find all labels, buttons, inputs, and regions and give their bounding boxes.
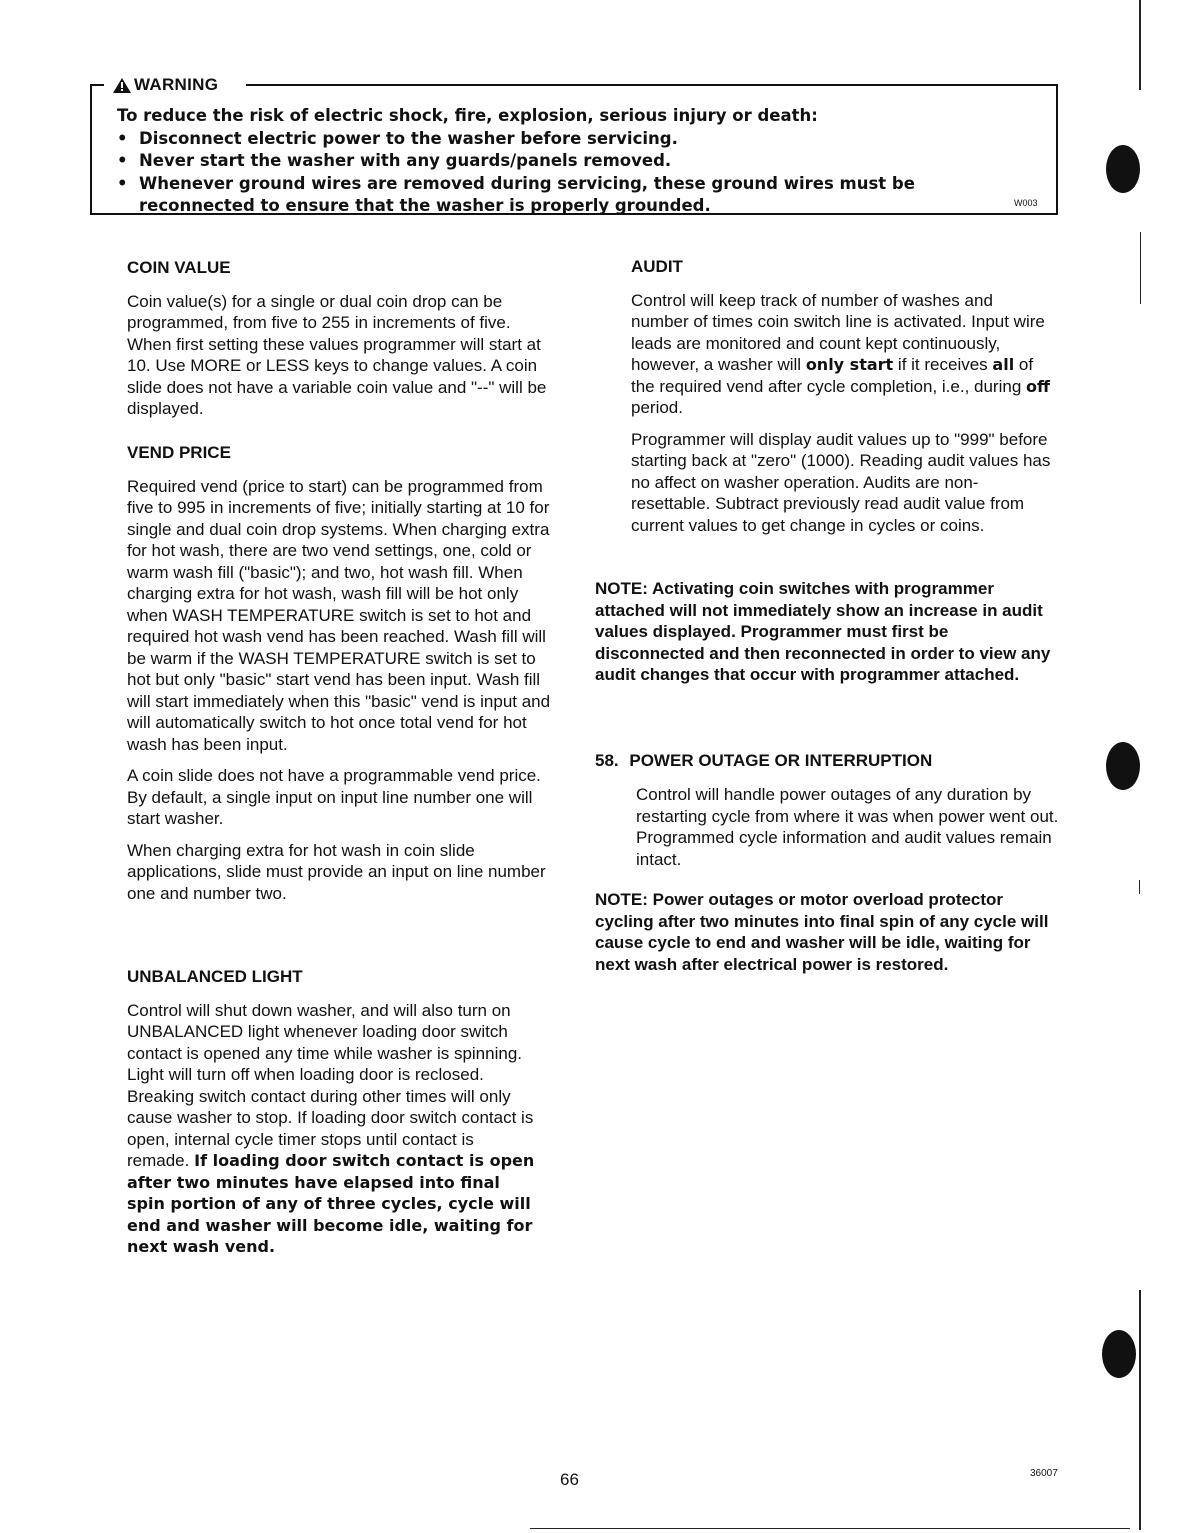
audit-heading: AUDIT — [631, 257, 683, 276]
scan-edge-mark — [1139, 880, 1140, 894]
vend-price-p2: A coin slide does not have a programmable vend price. By default, a single input on input line number one will start washer. — [127, 766, 541, 828]
power-outage-text: Control will handle power outages of any duration by restarting cycle from where it was when power went out. Programmed cycle information and audit values remain intact. — [636, 785, 1059, 869]
audit-p1: Control will keep track of number of washes and number of times coin switch line is activated. Input wire leads are monitored and count kept continuously, however, a washer will only start if it receives all of the required vend after cycle completion, i.e., during off period. — [631, 290, 1050, 417]
warning-intro: To reduce the risk of electric shock, fire, explosion, serious injury or death: — [117, 106, 818, 125]
document-code: 36007 — [1030, 1468, 1058, 1479]
warning-title-text: WARNING — [134, 75, 219, 94]
warning-triangle-icon — [113, 78, 131, 93]
binder-hole-middle — [1106, 742, 1140, 790]
audit-section — [631, 256, 1051, 536]
vend-price-p3: When charging extra for hot wash in coin slide applications, slide must provide an input on line number one and number two. — [127, 840, 546, 903]
warning-title — [113, 75, 218, 95]
audit-p2: Programmer will display audit values up to "999" before starting back at "zero" (1000). Reading audit values has no affect on washer operation. Audits are non-resettable. Subtract previously read audit value from current values to get change in cycles or coins. — [631, 429, 1051, 535]
vend-price-heading: VEND PRICE — [127, 443, 231, 462]
scan-bottom-line — [530, 1528, 1130, 1529]
page-number: 66 — [560, 1470, 579, 1489]
unbalanced-light-heading: UNBALANCED LIGHT — [127, 967, 303, 986]
scan-edge-line-top — [1139, 0, 1141, 90]
coin-value-heading: COIN VALUE — [127, 258, 231, 277]
unbalanced-light-bold: If loading door switch contact is open after two minutes have elapsed into final spin portion of any of three cycles, cycle will end and washer will become idle, waiting for next wash vend. — [127, 1151, 535, 1256]
binder-hole-top — [1106, 145, 1140, 193]
power-outage-number: 58. — [595, 751, 619, 770]
unbalanced-light-section — [127, 966, 537, 1258]
vend-price-section — [127, 442, 557, 904]
warning-bullet-1: • Disconnect electric power to the washer before servicing. — [117, 128, 678, 148]
audit-note: NOTE: Activating coin switches with programmer attached will not immediately show an increase in audit values displayed. Programmer must first be disconnected and then reconnected in order to view any audit changes that occur with programmer attached. — [595, 579, 1051, 684]
warning-text — [117, 105, 1047, 218]
power-outage-title: POWER OUTAGE OR INTERRUPTION — [629, 751, 933, 770]
warning-border-right — [246, 84, 1058, 86]
scan-edge-line-bottom — [1139, 1290, 1141, 1530]
coin-value-section — [127, 257, 557, 420]
warning-code: W003 — [1014, 198, 1038, 208]
scan-edge-line-2 — [1140, 232, 1141, 304]
unbalanced-light-text: Control will shut down washer, and will also turn on UNBALANCED light whenever loading door switch contact is opened any time while washer is spinning. Light will turn off when loading door is reclosed. Breaking switch contact during other times will only cause washer to stop. If loading door switch contact is open, internal cycle timer stops until contact is remade. If loading door switch contact is open after two minutes have elapsed into final spin portion of any of three cycles, cycle will end and washer will become idle, waiting for next wash vend. — [127, 1000, 535, 1256]
vend-price-p1: Required vend (price to start) can be programmed from five to 995 in increments of five; initially starting at 10 for single and dual coin drop systems. When charging extra for hot wash, there are two vend settings, one, cold or warm wash fill ("basic"); and two, hot wash fill. When charging extra for hot wash, wash fill will be hot only when WASH TEMPERATURE switch is set to hot and required hot wash vend has been reached. Wash fill will be warm if the WASH TEMPERATURE switch is set to hot but only "basic" start vend has been input. Wash fill will start immediately when this "basic" vend is input and will automatically switch to hot once total vend for hot wash has been input. — [127, 476, 551, 754]
power-outage-heading — [595, 750, 1065, 772]
warning-border-left — [90, 84, 104, 86]
warning-bullet-3: • Whenever ground wires are removed during servicing, these ground wires must be reconnected to ensure that the washer is properly grounded. — [117, 173, 915, 215]
coin-value-text: Coin value(s) for a single or dual coin drop can be programmed, from five to 255 in increments of five. When first setting these values programmer will start at 10. Use MORE or LESS keys to change values. A coin slide does not have a variable coin value and "--" will be displayed. — [127, 291, 547, 418]
power-outage-note: NOTE: Power outages or motor overload protector cycling after two minutes into final spin of any cycle will cause cycle to end and washer will be idle, waiting for next wash after electrical power is restored. — [595, 890, 1049, 974]
binder-hole-bottom — [1102, 1330, 1136, 1378]
warning-bullet-2: • Never start the washer with any guards/panels removed. — [117, 151, 672, 170]
